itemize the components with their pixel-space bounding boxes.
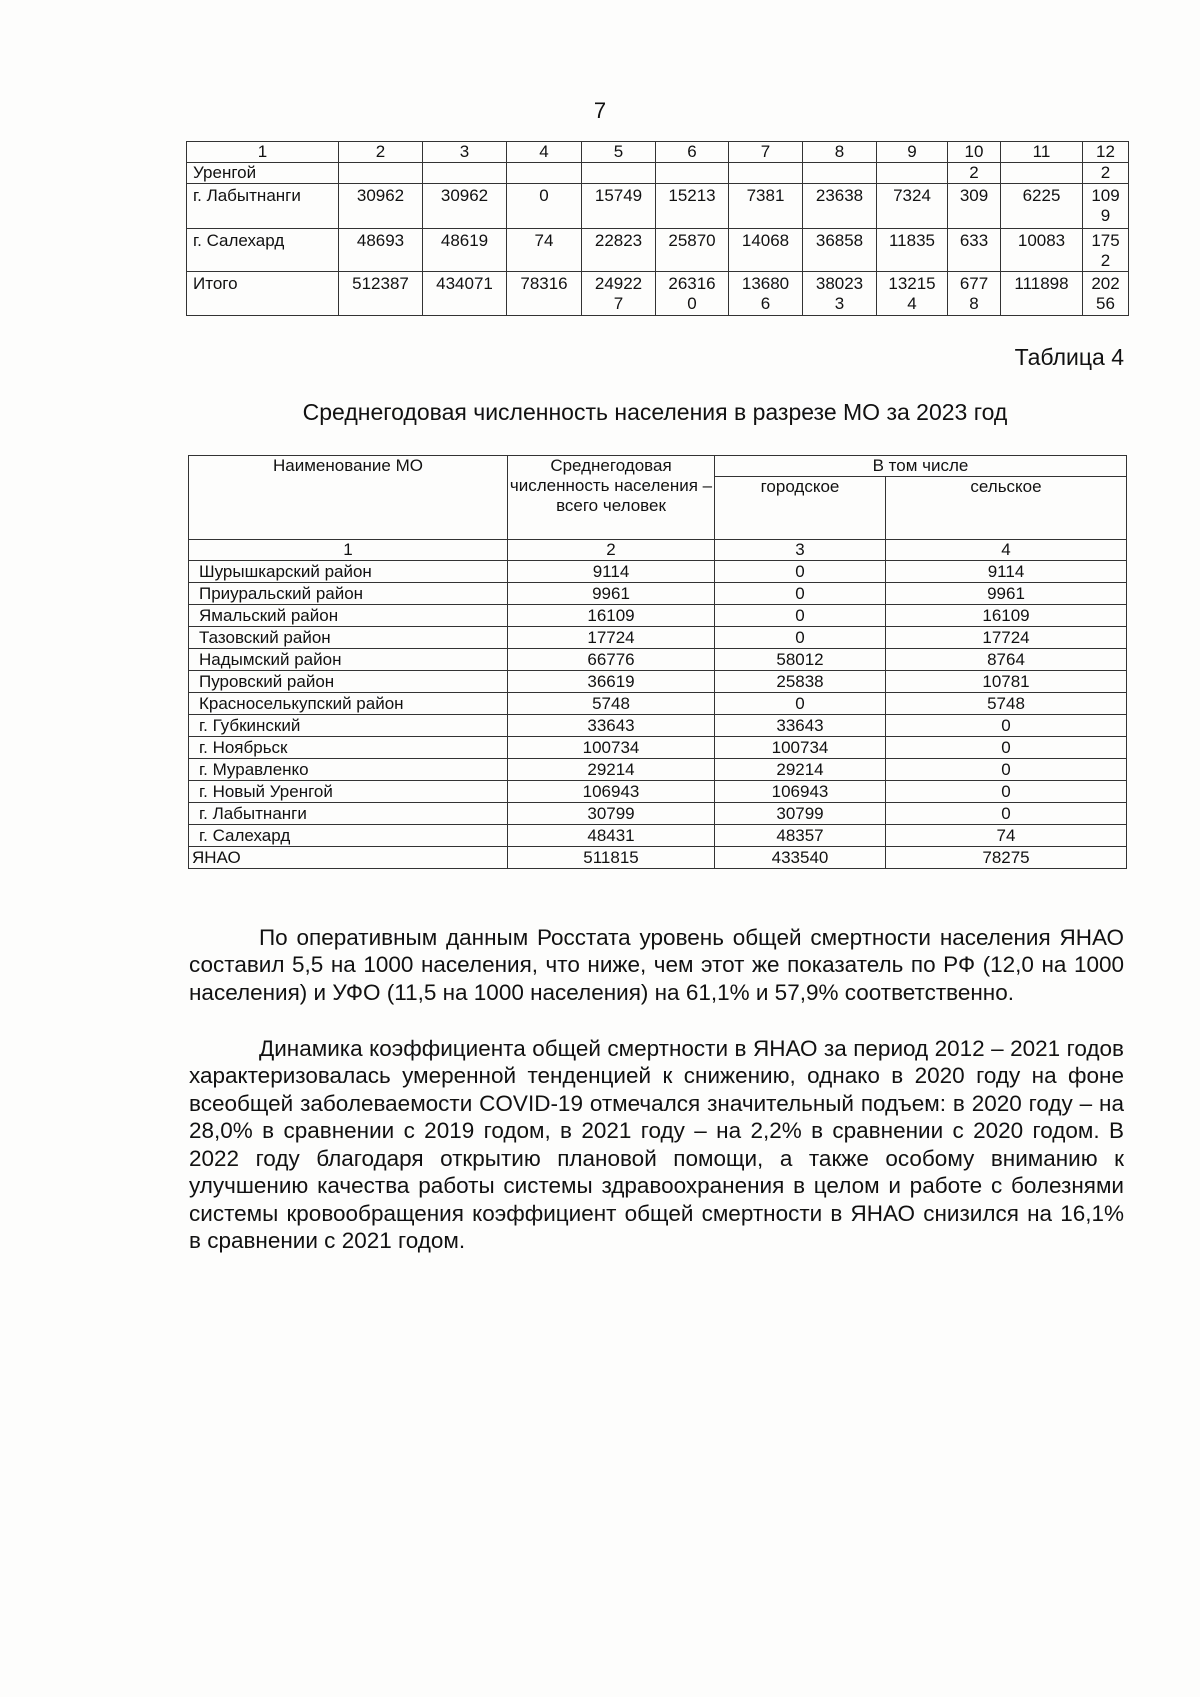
row-name: г. Лабытнанги (189, 803, 508, 825)
table-row (189, 803, 1127, 825)
urban-cell: 0 (715, 561, 886, 583)
rural-cell: 0 (886, 715, 1127, 737)
row-name: г. Лабытнанги (187, 184, 339, 229)
table-header-row (187, 142, 1129, 163)
row-name: Итого (187, 272, 339, 316)
row-name: г. Новый Уренгой (189, 781, 508, 803)
table-row (189, 737, 1127, 759)
table-row (187, 163, 1129, 184)
total-cell: 29214 (508, 759, 715, 781)
column-numbers-row (189, 540, 1127, 561)
column-number: 10 (948, 142, 1001, 163)
table-cell (803, 163, 877, 184)
table-cell: 22823 (582, 229, 656, 272)
page-number: 7 (593, 98, 607, 123)
table-cell (877, 163, 948, 184)
table-header-row (189, 456, 1127, 477)
table-cell (339, 163, 423, 184)
rural-cell: 0 (886, 737, 1127, 759)
table-cell: 48693 (339, 229, 423, 272)
rural-cell: 0 (886, 759, 1127, 781)
table-row (189, 649, 1127, 671)
column-number: 2 (508, 540, 715, 561)
row-name: ЯНАО (189, 847, 508, 869)
rural-cell: 9114 (886, 561, 1127, 583)
table-cell: 13680 6 (729, 272, 803, 316)
table-row (187, 229, 1129, 272)
table-row (187, 184, 1129, 229)
table-cell: 2 (1083, 163, 1129, 184)
column-number: 3 (423, 142, 507, 163)
rural-cell: 74 (886, 825, 1127, 847)
table-title: Среднегодовая численность населения в разрезе МО за 2023 год (302, 399, 1008, 425)
column-number: 6 (656, 142, 729, 163)
total-cell: 9961 (508, 583, 715, 605)
table-cell (582, 163, 656, 184)
table-cell: 25870 (656, 229, 729, 272)
table-cell: 78316 (507, 272, 582, 316)
table-cell: 15749 (582, 184, 656, 229)
row-name: г. Губкинский (189, 715, 508, 737)
total-cell: 5748 (508, 693, 715, 715)
total-cell: 48431 (508, 825, 715, 847)
table-cell: 6225 (1001, 184, 1083, 229)
row-name: Красноселькупский район (189, 693, 508, 715)
table-cell: 309 (948, 184, 1001, 229)
table-cell: 512387 (339, 272, 423, 316)
header-rural: сельское (886, 477, 1127, 540)
row-name: Ямальский район (189, 605, 508, 627)
rural-cell: 5748 (886, 693, 1127, 715)
population-table (188, 455, 1127, 869)
urban-cell: 29214 (715, 759, 886, 781)
urban-cell: 33643 (715, 715, 886, 737)
urban-cell: 30799 (715, 803, 886, 825)
row-name: Уренгой (187, 163, 339, 184)
column-number: 1 (189, 540, 508, 561)
table-label: Таблица 4 (1014, 344, 1124, 370)
continued-table (186, 141, 1129, 316)
table-cell: 13215 4 (877, 272, 948, 316)
table-cell: 109 9 (1083, 184, 1129, 229)
rural-cell: 78275 (886, 847, 1127, 869)
header-urban: городское (715, 477, 886, 540)
table-cell: 7381 (729, 184, 803, 229)
total-cell: 33643 (508, 715, 715, 737)
table-cell: 38023 3 (803, 272, 877, 316)
table-cell (423, 163, 507, 184)
table-cell (1001, 163, 1083, 184)
table-cell: 2 (948, 163, 1001, 184)
table-row (189, 825, 1127, 847)
table-cell: 48619 (423, 229, 507, 272)
column-number: 4 (886, 540, 1127, 561)
table-row (189, 693, 1127, 715)
table-cell: 26316 0 (656, 272, 729, 316)
total-cell: 106943 (508, 781, 715, 803)
row-name: Шурышкарский район (189, 561, 508, 583)
row-name: г. Салехард (189, 825, 508, 847)
table-cell: 24922 7 (582, 272, 656, 316)
table-row (189, 605, 1127, 627)
column-number: 3 (715, 540, 886, 561)
total-cell: 66776 (508, 649, 715, 671)
rural-cell: 16109 (886, 605, 1127, 627)
row-name: Тазовский район (189, 627, 508, 649)
header-including: В том числе (715, 456, 1127, 477)
table-cell: 14068 (729, 229, 803, 272)
row-name: Надымский район (189, 649, 508, 671)
urban-cell: 0 (715, 583, 886, 605)
urban-cell: 58012 (715, 649, 886, 671)
column-number: 5 (582, 142, 656, 163)
column-number: 2 (339, 142, 423, 163)
urban-cell: 48357 (715, 825, 886, 847)
column-number: 12 (1083, 142, 1129, 163)
table-cell: 175 2 (1083, 229, 1129, 272)
table-row (189, 715, 1127, 737)
table-row (189, 781, 1127, 803)
table-cell (656, 163, 729, 184)
table-cell: 30962 (423, 184, 507, 229)
column-number: 1 (187, 142, 339, 163)
table-cell: 434071 (423, 272, 507, 316)
urban-cell: 0 (715, 605, 886, 627)
table-cell: 30962 (339, 184, 423, 229)
rural-cell: 10781 (886, 671, 1127, 693)
table-cell: 11835 (877, 229, 948, 272)
table-cell (729, 163, 803, 184)
row-name: Приуральский район (189, 583, 508, 605)
table-cell: 74 (507, 229, 582, 272)
column-number: 8 (803, 142, 877, 163)
row-name: г. Ноябрьск (189, 737, 508, 759)
header-total: Среднегодовая численность населения – всего человек (508, 456, 715, 540)
paragraph: По оперативным данным Росстата уровень общей смертности населения ЯНАО составил 5,5 на 1000 населения, что ниже, чем этот же показатель по РФ (12,0 на 1000 населения) и УФО (11,5 на 1000 населения) на 61,1% и 57,9% соответственно. (189, 924, 1124, 1005)
rural-cell: 0 (886, 803, 1127, 825)
rural-cell: 0 (886, 781, 1127, 803)
column-number: 7 (729, 142, 803, 163)
table-cell: 0 (507, 184, 582, 229)
table-cell (507, 163, 582, 184)
table-cell: 36858 (803, 229, 877, 272)
rural-cell: 8764 (886, 649, 1127, 671)
row-name: г. Муравленко (189, 759, 508, 781)
row-name: г. Салехард (187, 229, 339, 272)
total-cell: 100734 (508, 737, 715, 759)
total-cell: 36619 (508, 671, 715, 693)
rural-cell: 9961 (886, 583, 1127, 605)
total-cell: 16109 (508, 605, 715, 627)
row-name: Пуровский район (189, 671, 508, 693)
table-cell: 677 8 (948, 272, 1001, 316)
table-row (189, 561, 1127, 583)
table-cell: 7324 (877, 184, 948, 229)
urban-cell: 100734 (715, 737, 886, 759)
table-cell: 10083 (1001, 229, 1083, 272)
table-row (189, 583, 1127, 605)
column-number: 11 (1001, 142, 1083, 163)
rural-cell: 17724 (886, 627, 1127, 649)
table-cell: 633 (948, 229, 1001, 272)
table-row (189, 671, 1127, 693)
table-cell: 15213 (656, 184, 729, 229)
table-cell: 23638 (803, 184, 877, 229)
urban-cell: 0 (715, 693, 886, 715)
urban-cell: 106943 (715, 781, 886, 803)
column-number: 4 (507, 142, 582, 163)
total-row (189, 847, 1127, 869)
table-row (187, 272, 1129, 316)
urban-cell: 25838 (715, 671, 886, 693)
total-cell: 17724 (508, 627, 715, 649)
header-name: Наименование МО (189, 456, 508, 540)
table-row (189, 627, 1127, 649)
paragraph: Динамика коэффициента общей смертности в ЯНАО за период 2012 – 2021 годов характеризовалась умеренной тенденцией к снижению, однако в 2020 году на фоне всеобщей заболеваемости COVID-19 отмечался значительный подъем: в 2020 году – на 28,0% в сравнении с 2019 годом, в 2021 году – на 2,2% в сравнении с 2020 годом. В 2022 году благодаря открытию плановой помощи, а также особому вниманию к улучшению качества работы системы здравоохранения в целом и работе с болезнями системы кровообращения коэффициент общей смертности в ЯНАО снизился на 16,1% в сравнении с 2021 годом. (189, 1035, 1124, 1253)
total-cell: 9114 (508, 561, 715, 583)
table-cell: 202 56 (1083, 272, 1129, 316)
total-cell: 511815 (508, 847, 715, 869)
column-number: 9 (877, 142, 948, 163)
total-cell: 30799 (508, 803, 715, 825)
table-row (189, 759, 1127, 781)
table-cell: 111898 (1001, 272, 1083, 316)
urban-cell: 433540 (715, 847, 886, 869)
urban-cell: 0 (715, 627, 886, 649)
